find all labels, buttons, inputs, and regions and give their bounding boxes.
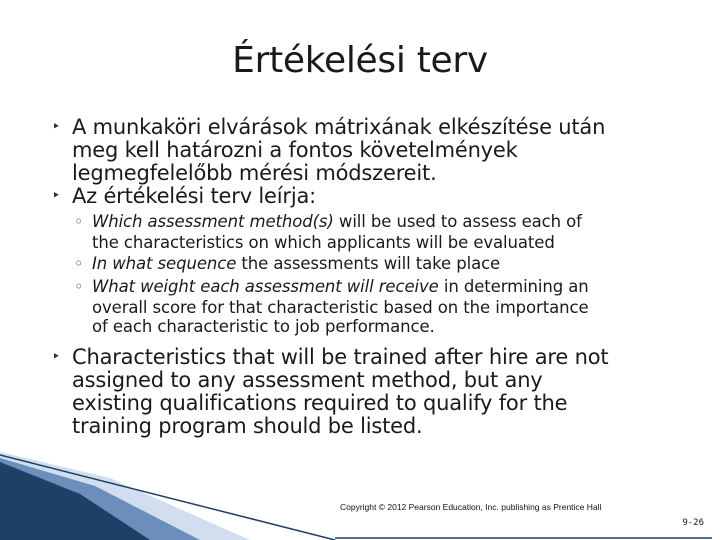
bullet-3-line-1: Characteristics that will be trained after hire are not [72, 345, 609, 369]
page-number: 9-26 [682, 518, 704, 528]
bullet-1-line-3: legmegfelelőbb mérési módszereit. [72, 161, 437, 185]
circle-bullet-icon: ◦ [74, 254, 84, 273]
sub-bullet-3-rest: in determining an [438, 277, 589, 296]
arrow-bullet-icon: ‣ [52, 188, 61, 204]
bullet-3-line-2: assigned to any assessment method, but any [72, 368, 543, 392]
sub-bullet-2 [52, 252, 692, 275]
circle-bullet-icon: ◦ [74, 212, 84, 231]
bullet-2-text: Az értékelési terv leírja: [72, 184, 317, 208]
sub-bullet-3 [52, 275, 692, 336]
arrow-bullet-icon: ‣ [52, 119, 61, 135]
bullet-1 [52, 116, 692, 185]
bullet-3 [52, 346, 692, 438]
sub-bullet-3-line-2: overall score for that characteristic based on the importance [92, 298, 589, 317]
sub-bullet-2-rest: the assessments will take place [236, 254, 501, 273]
copyright-notice: Copyright © 2012 Pearson Education, Inc. publishing as Prentice Hall [340, 502, 602, 512]
sub-bullet-2-emphasis: In what sequence [92, 254, 237, 273]
sub-bullet-1 [52, 210, 692, 252]
sub-bullet-1-rest: will be used to assess each of [333, 212, 582, 231]
bullet-3-line-4: training program should be listed. [72, 414, 423, 438]
slide-content [52, 116, 692, 438]
circle-bullet-icon: ◦ [74, 277, 84, 296]
bullet-3-line-3: existing qualifications required to qualify for the [72, 391, 568, 415]
sub-bullet-1-emphasis: Which assessment method(s) [92, 212, 334, 231]
sub-bullet-3-line-3: of each characteristic to job performance. [92, 317, 435, 336]
slide-title: Értékelési terv [232, 40, 488, 81]
arrow-bullet-icon: ‣ [52, 349, 61, 365]
bullet-2 [52, 185, 692, 208]
sub-bullet-3-emphasis: What weight each assessment will receive [92, 277, 439, 296]
bullet-1-line-1: A munkaköri elvárások mátrixának elkészítése után [72, 115, 606, 139]
sub-bullet-1-line-2: the characteristics on which applicants will be evaluated [92, 233, 555, 252]
bullet-1-line-2: meg kell határozni a fontos követelmények [72, 138, 518, 162]
